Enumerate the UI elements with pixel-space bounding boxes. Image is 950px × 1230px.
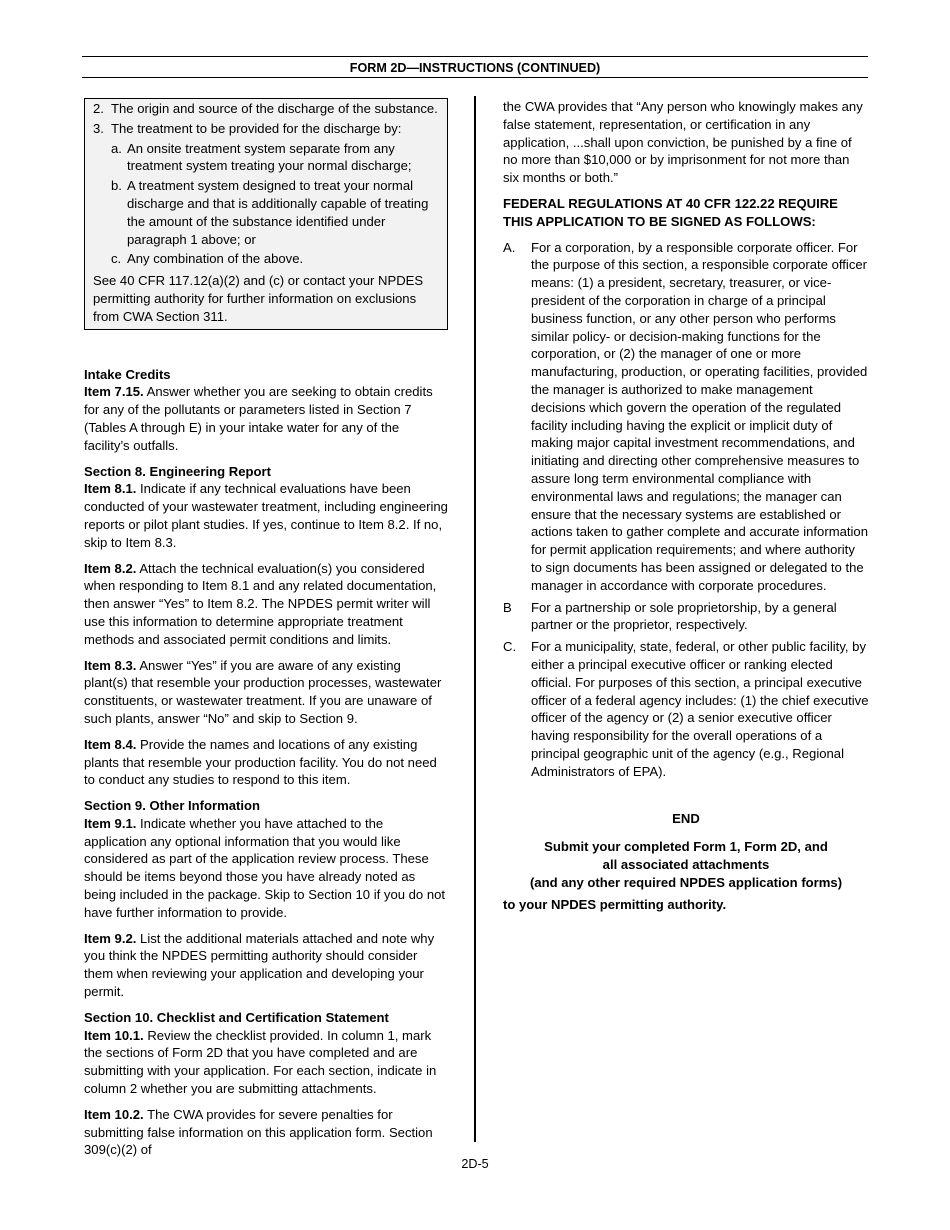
page-number: 2D-5 — [461, 1157, 489, 1171]
signature-item-a-letter: A. — [503, 239, 516, 255]
section-10-heading: Section 10. Checklist and Certification Statement — [84, 1009, 389, 1025]
box-item-3 — [93, 120, 441, 138]
federal-regulations-heading: FEDERAL REGULATIONS AT 40 CFR 122.22 REQUIRE THIS APPLICATION TO BE SIGNED AS FOLLOWS: — [503, 195, 838, 229]
item-8-1-label: Item 8.1. — [84, 481, 137, 497]
signature-item-a — [503, 239, 869, 595]
submit-line-1: Submit your completed Form 1, Form 2D, and — [544, 839, 828, 855]
intake-credits-heading: Intake Credits — [84, 366, 171, 382]
box-item-2 — [93, 100, 441, 118]
exclusions-box — [84, 98, 448, 330]
item-8-4-label: Item 8.4. — [84, 736, 137, 752]
item-8-2-label: Item 8.2. — [84, 560, 137, 576]
end-label: END — [672, 811, 700, 827]
signature-item-a-text: For a corporation, by a responsible corporate officer. For the purpose of this section, a responsible corporate officer means: (1) a president, secretary, treasurer, or vice-president of the corporation in charge of a principal business function, or any other person who performs similar policy- or decision-making functions for the corporation, or (2) the manager of one or more manufacturing, production, or operating facilities, provided the manager is authorized to make management decisions which govern the operation of the regulated facility including having the explicit or implicit duty of making major capital investment recommendations, and initiating and directing other comprehensive measures to assure long term environmental compliance with environmental laws and regulations; the manager can ensure that the necessary systems are established or actions taken to gather complete and accurate information for permit application requirements; and where authority to sign documents has been assigned or delegated to the manager in accordance with corporate procedures. — [531, 239, 868, 593]
item-10-1-text: Review the checklist provided. In column 1, mark the sections of Form 2D that you have completed and are submitting with your application. For each section, indicate in column 2 whether you are submitting attachments. — [84, 1027, 437, 1097]
page-title: FORM 2D—INSTRUCTIONS (CONTINUED) — [349, 61, 601, 75]
item-8-2 — [84, 560, 448, 649]
signature-item-b-letter: B — [503, 599, 512, 615]
item-9-2-text: List the additional materials attached and note why you think the NPDES permitting authority should consider them when reviewing your application and developing your permit. — [84, 930, 435, 1000]
item-10-1 — [84, 1027, 448, 1098]
left-column — [84, 98, 448, 1167]
item-10-2-text: The CWA provides for severe penalties for submitting false information on this application form. Section 309(c)(2) of — [84, 1106, 433, 1158]
item-10-2 — [84, 1106, 448, 1159]
item-8-3-label: Item 8.3. — [84, 657, 137, 673]
section-8-heading: Section 8. Engineering Report — [84, 463, 271, 479]
box-subitem-b-text: A treatment system designed to treat your normal discharge and that is additionally capable of treating the amount of the substance identified under paragraph 1 above; or — [127, 178, 429, 247]
item-7-15-label: Item 7.15. — [84, 384, 144, 400]
item-7-15 — [84, 383, 448, 454]
item-8-1-text: Indicate if any technical evaluations have been conducted of your wastewater treatment, including engineering reports or pilot plant studies. If yes, continue to Item 8.2. If no, skip to Item 8.3. — [84, 481, 448, 550]
item-8-1 — [84, 480, 448, 551]
box-subitem-a-letter: a. — [111, 140, 122, 156]
item-9-1-text: Indicate whether you have attached to the application any optional information that you would like considered as part of the application review process. These should be items beyond those you have already noted as being included in the package. Skip to Section 10 if you do not have further information to provide. — [84, 815, 446, 920]
box-item-2-text: The origin and source of the discharge of the substance. — [111, 101, 438, 116]
signature-item-c-text: For a municipality, state, federal, or other public facility, by either a principal executive officer or ranking elected official. For purposes of this section, a principal executive officer of a federal agency includes: (1) the chief executive officer of the agency or (2) a senior executive officer having responsibility for the overall operations of a principal geographic unit of the agency (e.g., Regional Administrators of EPA). — [531, 639, 869, 779]
page-header — [82, 56, 868, 78]
item-10-2-label: Item 10.2. — [84, 1106, 144, 1122]
box-subitem-b — [93, 177, 441, 248]
box-subitem-c-text: Any combination of the above. — [127, 251, 304, 267]
box-subitem-a-text: An onsite treatment system separate from any treatment system treating your normal discharge; — [127, 140, 412, 174]
item-9-1 — [84, 815, 448, 922]
column-divider — [474, 96, 476, 1142]
box-item-3-number: 3. — [93, 120, 104, 136]
item-8-4-text: Provide the names and locations of any existing plants that resemble your production facility. You do not need to conduct any studies to respond to this item. — [84, 736, 437, 788]
item-8-3 — [84, 657, 448, 728]
item-10-1-label: Item 10.1. — [84, 1027, 144, 1043]
header-bottom-rule — [82, 77, 868, 78]
item-9-2 — [84, 930, 448, 1001]
item-9-2-label: Item 9.2. — [84, 930, 137, 946]
signature-item-c — [503, 638, 869, 780]
item-8-3-text: Answer “Yes” if you are aware of any existing plant(s) that resemble your production processes, wastewater constituents, or wastewater treatment. If you are unaware of such plants, answer “No” and skip to Section 9. — [84, 657, 442, 726]
submit-line-2: all associated attachments — [602, 857, 770, 873]
signature-item-c-letter: C. — [503, 639, 517, 655]
box-note: See 40 CFR 117.12(a)(2) and (c) or contact your NPDES permitting authority for further information on exclusions from CWA Section 311. — [93, 273, 424, 324]
item-8-2-text: Attach the technical evaluation(s) you considered when responding to Item 8.1 and any related documentation, then answer “Yes” to Item 8.2. The NPDES permit writer will use this information to determine appropriate treatment methods and associated permit conditions and limits. — [84, 560, 437, 647]
item-7-15-text: Answer whether you are seeking to obtain credits for any of the pollutants or parameters listed in Section 7 (Tables A through E) in your intake water for any of the facility’s outfalls. — [84, 384, 433, 453]
box-subitem-b-letter: b. — [111, 178, 122, 194]
cwa-continuation: the CWA provides that “Any person who knowingly makes any false statement, representation, or certification in any application, ...shall upon conviction, be punished by a fine of no more than $10,000 or by imprisonment for not more than six months or both.” — [503, 99, 863, 186]
item-9-1-label: Item 9.1. — [84, 815, 137, 831]
submit-line-3: (and any other required NPDES application forms) — [529, 875, 843, 891]
end-block — [503, 810, 869, 892]
box-item-3-text: The treatment to be provided for the discharge by: — [111, 120, 402, 136]
box-subitem-c-letter: c. — [111, 251, 122, 267]
signature-item-b-text: For a partnership or sole proprietorship, by a general partner or the proprietor, respectively. — [531, 599, 837, 633]
box-item-2-number: 2. — [93, 101, 104, 116]
box-subitem-c — [93, 250, 441, 268]
box-subitem-a — [93, 140, 441, 176]
section-9-heading: Section 9. Other Information — [84, 798, 261, 814]
right-column — [503, 98, 869, 914]
submit-line-4: to your NPDES permitting authority. — [503, 897, 727, 913]
item-8-4 — [84, 736, 448, 789]
signature-item-b — [503, 599, 869, 635]
